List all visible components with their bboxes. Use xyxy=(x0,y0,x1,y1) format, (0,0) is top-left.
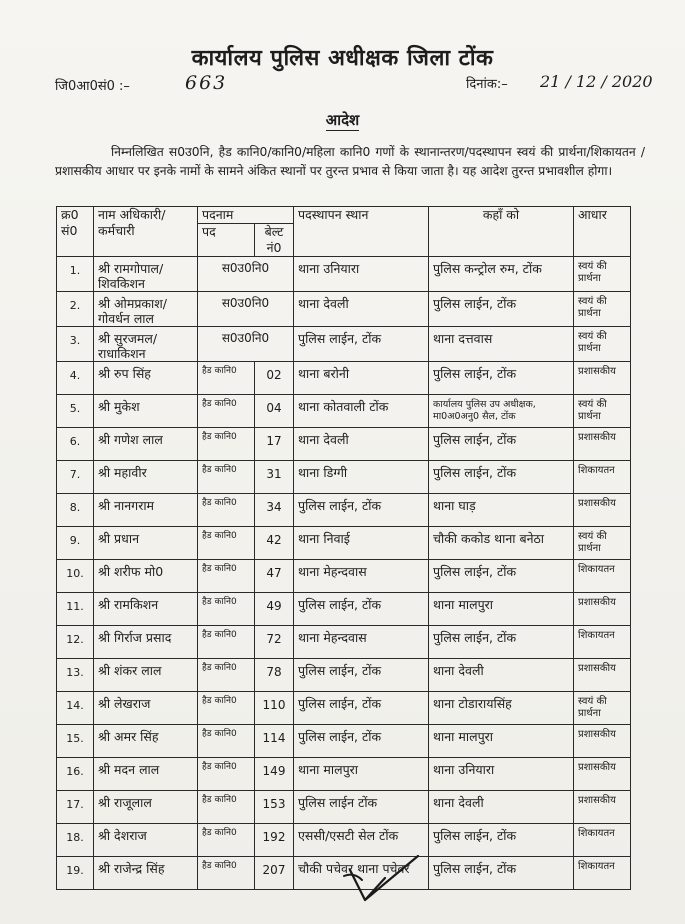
cell-basis: शिकायतन xyxy=(574,857,631,890)
cell-rank: हैड कानि0 xyxy=(198,461,255,494)
cell-basis: प्रशासकीय xyxy=(574,791,631,824)
cell-destination: थाना घाड़ xyxy=(429,494,574,527)
cell-basis: प्रशासकीय xyxy=(574,659,631,692)
cell-sn: 8. xyxy=(57,494,94,527)
cell-belt: 02 xyxy=(255,362,294,395)
cell-rank: स0उ0नि0 xyxy=(198,257,294,292)
table-row xyxy=(57,494,631,527)
cell-name: श्री प्रधान xyxy=(94,527,198,560)
cell-basis: स्वयं की प्रार्थना xyxy=(574,692,631,725)
cell-posting: थाना देवली xyxy=(294,292,429,327)
table-row xyxy=(57,527,631,560)
header-sn: क्र0 सं0 xyxy=(57,207,94,257)
cell-rank: हैड कानि0 xyxy=(198,593,255,626)
cell-rank: हैड कानि0 xyxy=(198,758,255,791)
cell-destination: पुलिस कन्ट्रोल रुम, टोंक xyxy=(429,257,574,292)
cell-destination: पुलिस लाईन, टोंक xyxy=(429,824,574,857)
cell-destination: थाना टोडारायसिंह xyxy=(429,692,574,725)
cell-sn: 7. xyxy=(57,461,94,494)
table-row xyxy=(57,659,631,692)
reference-number: 663 xyxy=(185,72,228,94)
cell-sn: 18. xyxy=(57,824,94,857)
cell-basis: प्रशासकीय xyxy=(574,428,631,461)
cell-rank: हैड कानि0 xyxy=(198,527,255,560)
cell-sn: 2. xyxy=(57,292,94,327)
cell-sn: 6. xyxy=(57,428,94,461)
cell-sn: 19. xyxy=(57,857,94,890)
table-row xyxy=(57,692,631,725)
cell-posting: पुलिस लाईन, टोंक xyxy=(294,327,429,362)
cell-basis: प्रशासकीय xyxy=(574,494,631,527)
cell-belt: 78 xyxy=(255,659,294,692)
cell-rank: हैड कानि0 xyxy=(198,824,255,857)
cell-name: श्री गणेश लाल xyxy=(94,428,198,461)
cell-posting: थाना उनियारा xyxy=(294,257,429,292)
cell-rank: हैड कानि0 xyxy=(198,494,255,527)
cell-destination: पुलिस लाईन, टोंक xyxy=(429,362,574,395)
cell-name: श्री नानगराम xyxy=(94,494,198,527)
header-post: पद xyxy=(198,224,255,257)
table-row xyxy=(57,758,631,791)
header-name: नाम अधिकारी/ कर्मचारी xyxy=(94,207,198,257)
header-belt: बेल्ट नं0 xyxy=(255,224,294,257)
date-label: दिनांक:– xyxy=(466,77,508,92)
cell-destination: थाना उनियारा xyxy=(429,758,574,791)
cell-sn: 11. xyxy=(57,593,94,626)
cell-destination: पुलिस लाईन, टोंक xyxy=(429,461,574,494)
cell-destination: चौकी ककोड थाना बनेठा xyxy=(429,527,574,560)
cell-posting: पुलिस लाईन, टोंक xyxy=(294,725,429,758)
cell-rank: हैड कानि0 xyxy=(198,857,255,890)
cell-destination: थाना मालपुरा xyxy=(429,593,574,626)
table-row xyxy=(57,626,631,659)
cell-posting: थाना बरोनी xyxy=(294,362,429,395)
order-heading-text: आदेश xyxy=(325,111,360,129)
cell-belt: 192 xyxy=(255,824,294,857)
cell-name: श्री गिर्राज प्रसाद xyxy=(94,626,198,659)
table-row xyxy=(57,428,631,461)
table-header-row xyxy=(57,207,631,224)
cell-name: श्री शंकर लाल xyxy=(94,659,198,692)
cell-belt: 114 xyxy=(255,725,294,758)
cell-name: श्री अमर सिंह xyxy=(94,725,198,758)
header-posting: पदस्थापन स्थान xyxy=(294,207,429,257)
cell-rank: हैड कानि0 xyxy=(198,362,255,395)
cell-posting: थाना मेहन्दवास xyxy=(294,626,429,659)
cell-basis: स्वयं की प्रार्थना xyxy=(574,292,631,327)
cell-sn: 14. xyxy=(57,692,94,725)
cell-name: श्री मदन लाल xyxy=(94,758,198,791)
cell-sn: 10. xyxy=(57,560,94,593)
table-row xyxy=(57,593,631,626)
cell-sn: 12. xyxy=(57,626,94,659)
cell-belt: 149 xyxy=(255,758,294,791)
cell-sn: 13. xyxy=(57,659,94,692)
order-body: निम्नलिखित स0उ0नि, हैड कानि0/कानि0/महिला कानि0 गणों के स्थानान्तरण/पदस्थापन स्वयं की प्रार्थना/शिकायतन /प्रशासकीय आधार पर इनके नामों के सामने अंकित स्थानों पर तुरन्त प्रभाव से किया जाता है। यह आदेश तुरन्त प्रभावशील होगा। xyxy=(55,145,645,178)
cell-posting: थाना कोतवाली टोंक xyxy=(294,395,429,428)
cell-belt: 34 xyxy=(255,494,294,527)
cell-name: श्री राजूलाल xyxy=(94,791,198,824)
cell-posting: थाना देवली xyxy=(294,428,429,461)
cell-basis: स्वयं की प्रार्थना xyxy=(574,395,631,428)
date-value: 21 / 12 / 2020 xyxy=(540,72,653,91)
cell-sn: 5. xyxy=(57,395,94,428)
signature-mark xyxy=(330,850,430,910)
cell-basis: स्वयं की प्रार्थना xyxy=(574,327,631,362)
table-row xyxy=(57,560,631,593)
cell-rank: हैड कानि0 xyxy=(198,560,255,593)
cell-belt: 49 xyxy=(255,593,294,626)
cell-posting: पुलिस लाईन, टोंक xyxy=(294,692,429,725)
cell-name: श्री रुप सिंह xyxy=(94,362,198,395)
cell-belt: 47 xyxy=(255,560,294,593)
cell-name: श्री शरीफ मो0 xyxy=(94,560,198,593)
cell-sn: 9. xyxy=(57,527,94,560)
cell-sn: 15. xyxy=(57,725,94,758)
cell-destination: पुलिस लाईन, टोंक xyxy=(429,428,574,461)
cell-belt: 110 xyxy=(255,692,294,725)
cell-posting: पुलिस लाईन, टोंक xyxy=(294,593,429,626)
cell-rank: हैड कानि0 xyxy=(198,428,255,461)
table-row xyxy=(57,327,631,362)
cell-name: श्री ओमप्रकाश/ गोवर्धन लाल xyxy=(94,292,198,327)
cell-basis: प्रशासकीय xyxy=(574,593,631,626)
cell-posting: पुलिस लाईन, टोंक xyxy=(294,659,429,692)
cell-basis: शिकायतन xyxy=(574,560,631,593)
cell-destination: थाना दत्तवास xyxy=(429,327,574,362)
cell-name: श्री देशराज xyxy=(94,824,198,857)
cell-belt: 31 xyxy=(255,461,294,494)
cell-basis: प्रशासकीय xyxy=(574,758,631,791)
reference-label: जि0आ0सं0 :– xyxy=(55,79,130,94)
cell-basis: प्रशासकीय xyxy=(574,362,631,395)
cell-basis: शिकायतन xyxy=(574,461,631,494)
cell-rank: हैड कानि0 xyxy=(198,692,255,725)
cell-posting: पुलिस लाईन टोंक xyxy=(294,791,429,824)
cell-posting: एससी/एसटी सेल टोंक xyxy=(294,824,429,857)
cell-belt: 72 xyxy=(255,626,294,659)
cell-name: श्री लेखराज xyxy=(94,692,198,725)
cell-belt: 04 xyxy=(255,395,294,428)
cell-destination: थाना मालपुरा xyxy=(429,725,574,758)
header-designation: पदनाम xyxy=(198,207,294,224)
table-row xyxy=(57,791,631,824)
transfer-table xyxy=(56,206,631,890)
cell-posting: थाना निवाई xyxy=(294,527,429,560)
cell-sn: 3. xyxy=(57,327,94,362)
cell-posting: थाना डिग्गी xyxy=(294,461,429,494)
cell-name: श्री सुरजमल/ राधाकिशन xyxy=(94,327,198,362)
table-row xyxy=(57,461,631,494)
cell-name: श्री महावीर xyxy=(94,461,198,494)
cell-destination: पुलिस लाईन, टोंक xyxy=(429,857,574,890)
table-row xyxy=(57,292,631,327)
cell-destination: थाना देवली xyxy=(429,791,574,824)
cell-rank: हैड कानि0 xyxy=(198,659,255,692)
cell-belt: 17 xyxy=(255,428,294,461)
cell-posting: थाना मालपुरा xyxy=(294,758,429,791)
cell-sn: 4. xyxy=(57,362,94,395)
cell-destination: पुलिस लाईन, टोंक xyxy=(429,626,574,659)
table-row xyxy=(57,395,631,428)
cell-sn: 1. xyxy=(57,257,94,292)
cell-rank: हैड कानि0 xyxy=(198,791,255,824)
cell-basis: स्वयं की प्रार्थना xyxy=(574,257,631,292)
cell-posting: चौकी पचेवर थाना पचेवर xyxy=(294,857,429,890)
cell-name: श्री रामकिशन xyxy=(94,593,198,626)
cell-destination: थाना देवली xyxy=(429,659,574,692)
cell-rank: स0उ0नि0 xyxy=(198,292,294,327)
cell-destination: पुलिस लाईन, टोंक xyxy=(429,292,574,327)
cell-sn: 16. xyxy=(57,758,94,791)
table-row xyxy=(57,257,631,292)
table-row xyxy=(57,362,631,395)
cell-destination: पुलिस लाईन, टोंक xyxy=(429,560,574,593)
cell-destination: कार्यालय पुलिस उप अधीक्षक, मा0अ0अनु0 सैल, टोंक xyxy=(429,395,574,428)
cell-basis: शिकायतन xyxy=(574,626,631,659)
table-row xyxy=(57,725,631,758)
header-to: कहाँ को xyxy=(429,207,574,257)
cell-basis: प्रशासकीय xyxy=(574,725,631,758)
office-title: कार्यालय पुलिस अधीक्षक जिला टोंक xyxy=(191,46,494,71)
cell-basis: स्वयं की प्रार्थना xyxy=(574,527,631,560)
cell-rank: हैड कानि0 xyxy=(198,626,255,659)
cell-rank: स0उ0नि0 xyxy=(198,327,294,362)
cell-name: श्री राजेन्द्र सिंह xyxy=(94,857,198,890)
header-basis: आधार xyxy=(574,207,631,257)
cell-belt: 42 xyxy=(255,527,294,560)
cell-belt: 207 xyxy=(255,857,294,890)
cell-basis: शिकायतन xyxy=(574,824,631,857)
order-heading xyxy=(0,110,685,130)
cell-name: श्री रामगोपाल/ शिवकिशन xyxy=(94,257,198,292)
cell-rank: हैड कानि0 xyxy=(198,725,255,758)
cell-name: श्री मुकेश xyxy=(94,395,198,428)
cell-posting: पुलिस लाईन, टोंक xyxy=(294,494,429,527)
cell-posting: थाना मेहन्दवास xyxy=(294,560,429,593)
cell-sn: 17. xyxy=(57,791,94,824)
cell-belt: 153 xyxy=(255,791,294,824)
cell-rank: हैड कानि0 xyxy=(198,395,255,428)
